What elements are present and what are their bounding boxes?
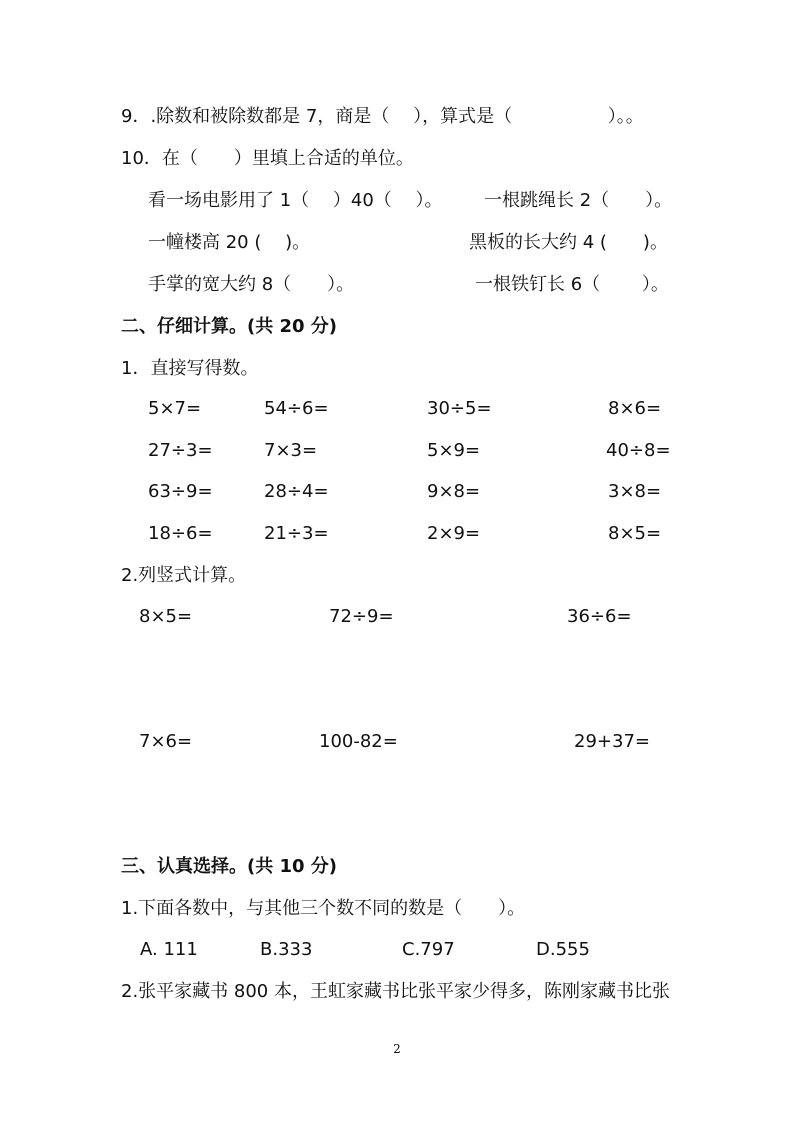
oral-item: 5×7=: [148, 398, 202, 419]
q10-palm: 手掌的宽大约 8（ ）。: [148, 274, 355, 295]
section-2-sub1: 1．直接写得数。: [121, 358, 259, 379]
q10-movie: 看一场电影用了 1（ ）40（ ）。: [148, 190, 443, 211]
q10-blackboard: 黑板的长大约 4 ( )。: [469, 232, 668, 253]
oral-item: 28÷4=: [264, 481, 329, 502]
section-3-q1: 1.下面各数中，与其他三个数不同的数是（ ）。: [121, 898, 526, 919]
page-number: 2: [393, 1042, 401, 1056]
question-10-title: 10．在（ ）里填上合适的单位。: [121, 148, 414, 169]
oral-item: 8×6=: [608, 398, 662, 419]
q10-rope: 一根跳绳长 2（ ）。: [484, 190, 673, 211]
section-3-q2: 2.张平家藏书 800 本，王虹家藏书比张平家少得多，陈刚家藏书比张: [121, 981, 670, 1002]
section-2-sub2: 2.列竖式计算。: [121, 565, 247, 586]
question-9: 9．.除数和被除数都是 7，商是（ ），算式是（ ）。。: [121, 106, 644, 127]
section-3-heading: 三、认真选择。(共 10 分): [121, 856, 338, 877]
oral-item: 27÷3=: [148, 440, 213, 461]
section-2-heading: 二、仔细计算。(共 20 分): [121, 316, 338, 337]
vertical-item: 7×6=: [139, 731, 193, 752]
oral-item: 18÷6=: [148, 523, 213, 544]
oral-item: 9×8=: [427, 481, 481, 502]
oral-item: 7×3=: [264, 440, 318, 461]
vertical-item: 8×5=: [139, 606, 193, 627]
oral-item: 8×5=: [608, 523, 662, 544]
vertical-item: 72÷9=: [329, 606, 394, 627]
oral-item: 54÷6=: [264, 398, 329, 419]
option-a: A. 111: [140, 939, 198, 960]
option-c: C.797: [402, 939, 455, 960]
option-b: B.333: [260, 939, 313, 960]
oral-item: 3×8=: [608, 481, 662, 502]
vertical-item: 36÷6=: [567, 606, 632, 627]
oral-item: 30÷5=: [427, 398, 492, 419]
q10-nail: 一根铁钉长 6（ ）。: [475, 274, 669, 295]
oral-item: 63÷9=: [148, 481, 213, 502]
option-d: D.555: [536, 939, 590, 960]
q10-building: 一幢楼高 20 ( )。: [148, 232, 311, 253]
oral-item: 21÷3=: [264, 523, 329, 544]
vertical-item: 29+37=: [574, 731, 650, 752]
oral-item: 40÷8=: [606, 440, 671, 461]
oral-item: 5×9=: [427, 440, 481, 461]
oral-item: 2×9=: [427, 523, 481, 544]
vertical-item: 100-82=: [319, 731, 398, 752]
